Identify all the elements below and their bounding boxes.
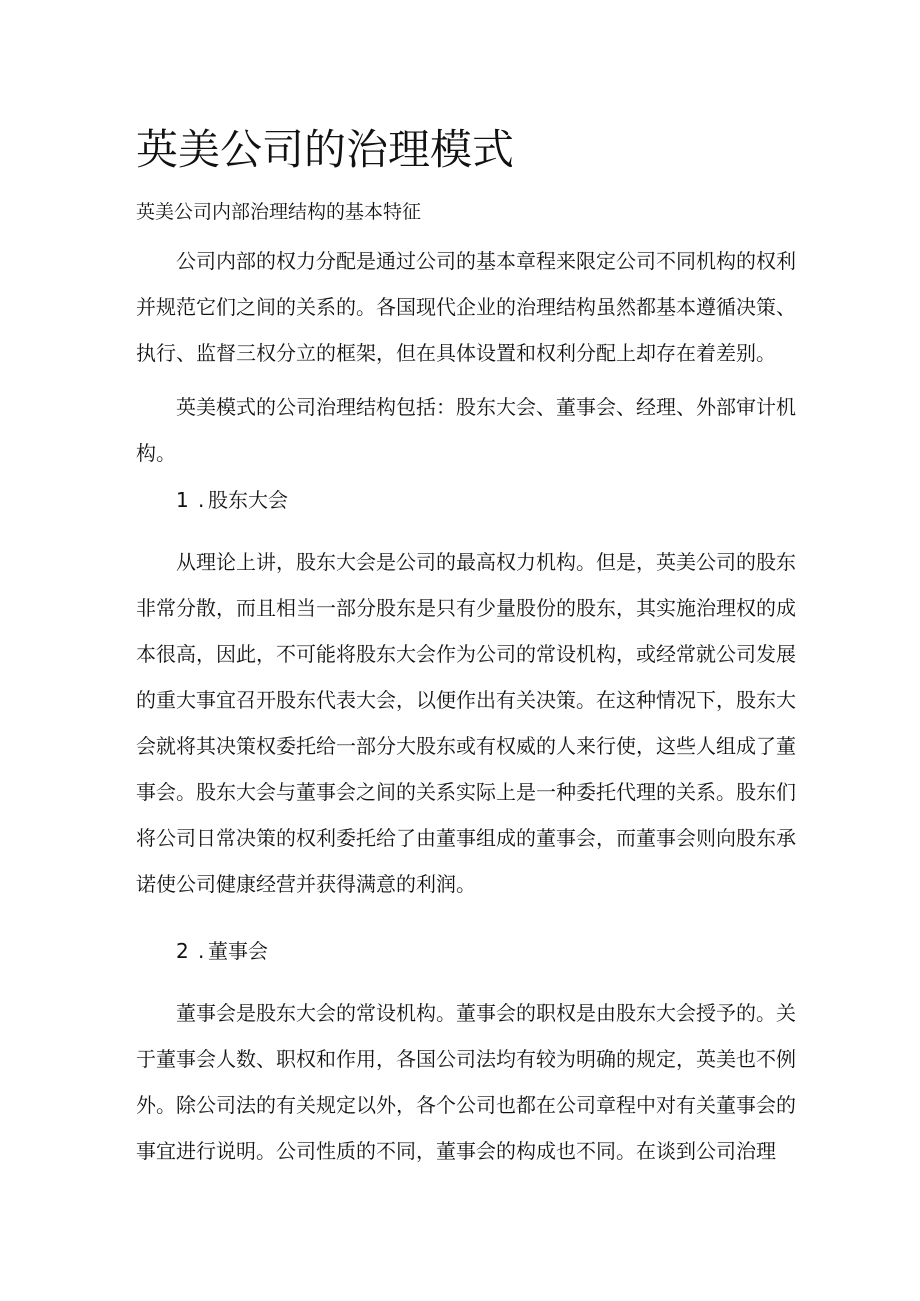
section-label: 董事会 [208,939,268,963]
section-separator: . [198,488,205,512]
section-label: 股东大会 [208,488,288,512]
section-separator: . [198,939,205,963]
document-subtitle: 英美公司内部治理结构的基本特征 [136,201,422,223]
paragraph-intro: 公司内部的权力分配是通过公司的基本章程来限定公司不同机构的权利并规范它们之间的关系的。各国现代企业的治理结构虽然都基本遵循决策、执行、监督三权分立的框架，但在具体设置和权利分配上却存在着差别。 [136,249,796,365]
paragraph-structure: 英美模式的公司治理结构包括：股东大会、董事会、经理、外部审计机构。 [136,395,796,465]
paragraph-shareholders: 从理论上讲，股东大会是公司的最高权力机构。但是，英美公司的股东非常分散，而且相当一部分股东是只有少量股份的股东，其实施治理权的成本很高，因此，不可能将股东大会作为公司的常设机构，或经常就公司发展的重大事宜召开股东代表大会，以便作出有关决策。在这种情况下，股东大会就将其决策权委托给一部分大股东或有权威的人来行使，这些人组成了董事会。股东大会与董事会之间的关系实际上是一种委托代理的关系。股东们将公司日常决策的权利委托给了由董事组成的董事会，而董事会则向股东承诺使公司健康经营并获得满意的利润。 [136,550,796,896]
section-number: 1 [176,488,189,512]
section-heading-shareholders [176,485,288,515]
section-heading-board [176,936,268,966]
paragraph-board: 董事会是股东大会的常设机构。董事会的职权是由股东大会授予的。关于董事会人数、职权和作用，各国公司法均有较为明确的规定，英美也不例外。除公司法的有关规定以外，各个公司也都在公司章程中对有关董事会的事宜进行说明。公司性质的不同，董事会的构成也不同。在谈到公司治理 [136,1001,796,1163]
document-title: 英美公司的治理模式 [136,125,515,174]
section-number: 2 [176,939,189,963]
